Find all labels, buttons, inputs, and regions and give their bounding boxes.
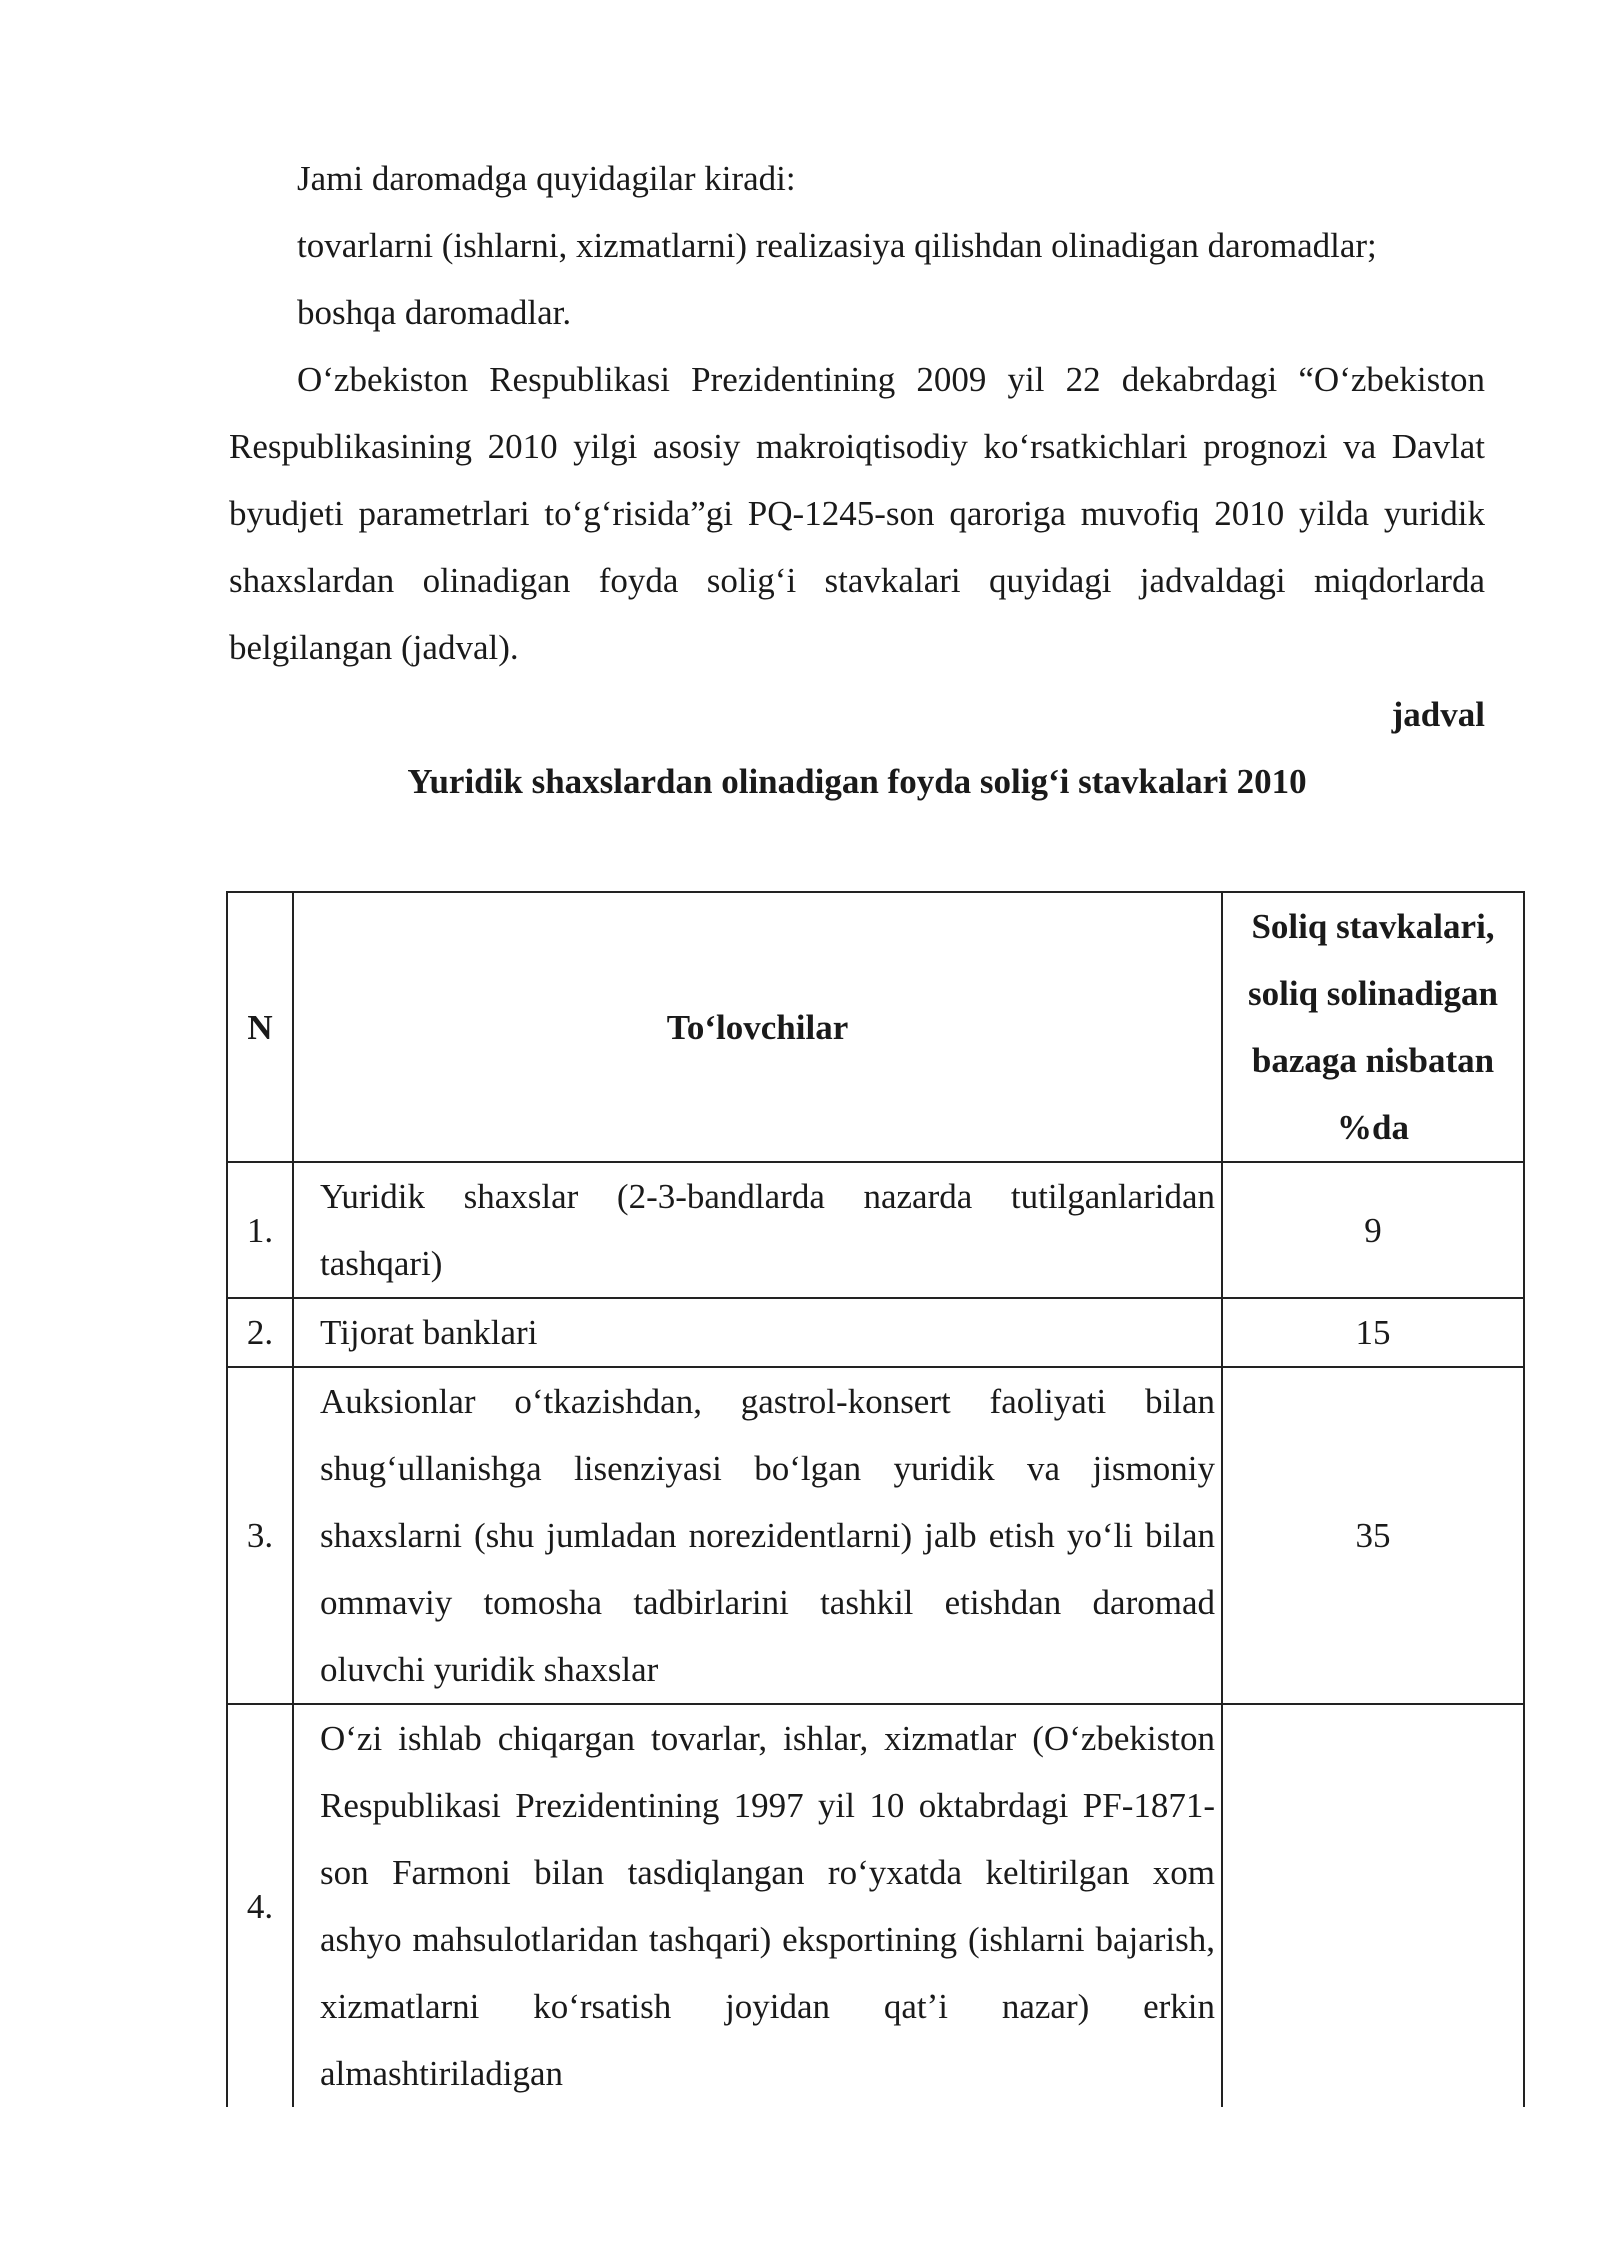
table-row <box>227 1704 1524 2107</box>
paragraph-sales-income: tovarlarni (ishlarni, xizmatlarni) realizasiya qilishdan olinadigan daromadlar; <box>297 226 1377 265</box>
paragraph-other-income: boshqa daromadlar. <box>297 293 572 332</box>
header-n: N <box>227 892 293 1162</box>
table-header-row <box>227 892 1524 1162</box>
header-rate-line: soliq solinadigan <box>1248 974 1498 1013</box>
table-row <box>227 1367 1524 1704</box>
table-row <box>227 1162 1524 1298</box>
page-body <box>229 145 1485 815</box>
row-payer: Auksionlar oʻtkazishdan, gastrol-konsert faoliyati bilan shugʻullanishga lisenziyasi boʻlgan yuridik va jismoniy shaxslarni (shu jumladan norezidentlarni) jalb etish yoʻli bilan ommaviy tomosha tadbirlarini tashkil etishdan daromad oluvchi yuridik shaxslar <box>293 1367 1222 1704</box>
row-payer: Oʻzi ishlab chiqargan tovarlar, ishlar, xizmatlar (Oʻzbekiston Respublikasi Prezidentining 1997 yil 10 oktabrdagi PF-1871-son Farmoni bilan tasdiqlangan roʻyxatda keltirilgan xom ashyo mahsulotlaridan tashqari) eksportining (ishlarni bajarish, xizmatlarni koʻrsatish joyidan qatʼi nazar) erkin almashtiriladigan <box>293 1704 1222 2107</box>
header-rate-line: bazaga nisbatan <box>1251 1041 1495 1080</box>
row-payer: Yuridik shaxslar (2-3-bandlarda nazarda tutilganlaridan tashqari) <box>293 1162 1222 1298</box>
row-rate: 9 <box>1222 1162 1524 1298</box>
paragraph-decree: Oʻzbekiston Respublikasi Prezidentining 2009 yil 22 dekabrdagi “Oʻzbekiston Respublikasining 2010 yilgi asosiy makroiqtisodiy koʻrsatkichlari prognozi va Davlat byudjeti parametrlari toʻgʻrisida”gi PQ-1245-son qaroriga muvofiq 2010 yilda yuridik shaxslardan olinadigan foyda soligʻi stavkalari quyidagi jadvaldagi miqdorlarda belgilangan (jadval). <box>229 360 1485 667</box>
header-rate <box>1222 892 1524 1162</box>
header-rate-line: %da <box>1337 1108 1409 1147</box>
tax-rates-table <box>226 891 1525 2107</box>
row-payer: Tijorat banklari <box>293 1298 1222 1367</box>
table-label: jadval <box>1391 695 1485 734</box>
row-rate: 15 <box>1222 1298 1524 1367</box>
table-title: Yuridik shaxslardan olinadigan foyda soligʻi stavkalari 2010 <box>407 762 1307 801</box>
paragraph-intro: Jami daromadga quyidagilar kiradi: <box>297 159 796 198</box>
row-number: 1. <box>227 1162 293 1298</box>
row-rate: 35 <box>1222 1367 1524 1704</box>
header-rate-line: Soliq stavkalari, <box>1251 907 1495 946</box>
row-number: 3. <box>227 1367 293 1704</box>
row-number: 4. <box>227 1704 293 2107</box>
row-rate <box>1222 1704 1524 2107</box>
row-number: 2. <box>227 1298 293 1367</box>
header-payers: Toʻlovchilar <box>293 892 1222 1162</box>
table-row <box>227 1298 1524 1367</box>
